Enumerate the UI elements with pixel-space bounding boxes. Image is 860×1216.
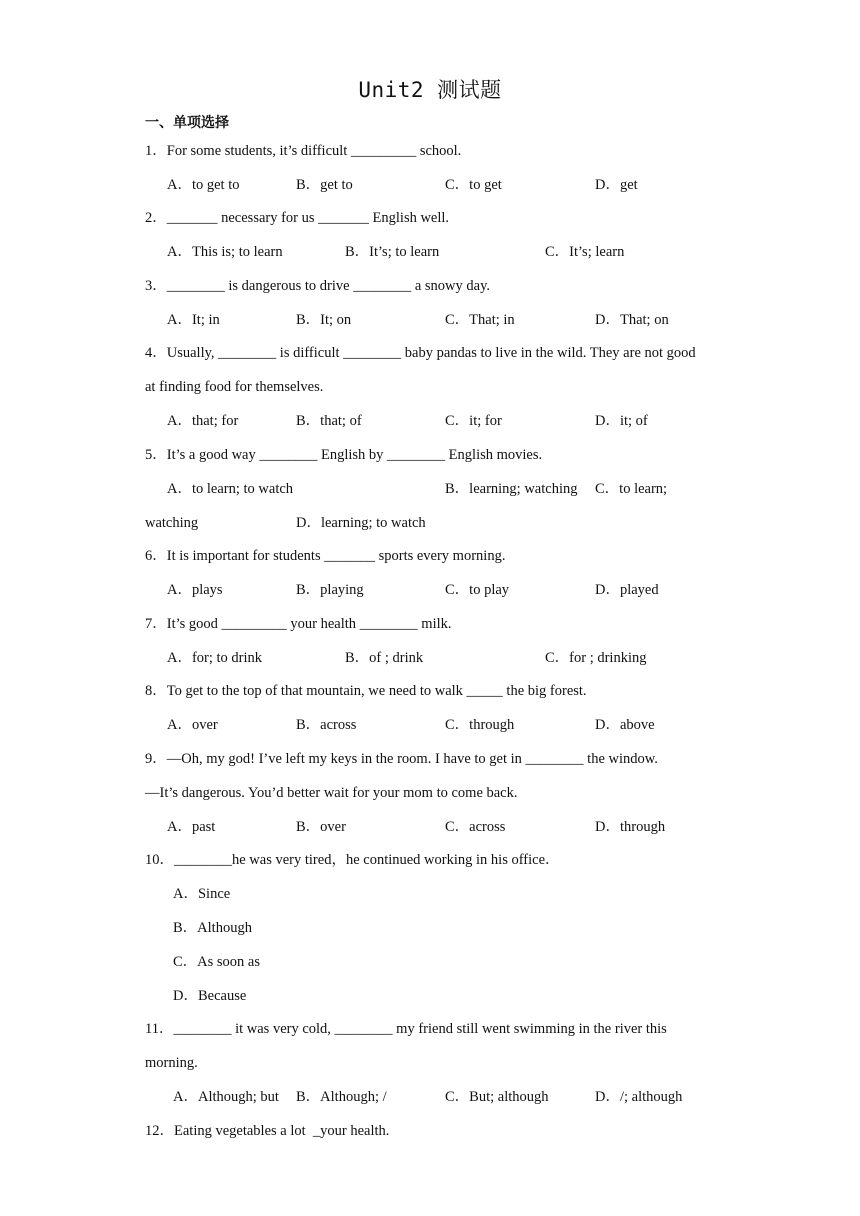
question-text: Usually, ________ is difficult ________ baby pandas to live in the wild. They are not good <box>166 345 696 361</box>
section-heading: 一、单项选择 <box>145 115 229 131</box>
option-a[interactable]: A．over <box>167 717 218 733</box>
question-number: 6． <box>145 548 167 564</box>
question-number: 1． <box>145 143 167 159</box>
option-b[interactable]: B．across <box>296 717 357 733</box>
question-number: 12． <box>145 1123 174 1139</box>
option-b[interactable]: B．Although; / <box>296 1089 387 1105</box>
question-text: It’s a good way ________ English by ________ English movies. <box>166 447 543 463</box>
question-text: To get to the top of that mountain, we need to walk _____ the big forest. <box>166 683 587 699</box>
question-8 <box>145 682 587 700</box>
option-d[interactable]: D．above <box>595 717 655 733</box>
option-a[interactable]: A．for; to drink <box>167 650 263 666</box>
option-a[interactable]: A．Since <box>173 886 231 902</box>
question-text: It’s good _________ your health ________ milk. <box>166 616 452 632</box>
option-c[interactable]: C．for ; drinking <box>545 650 647 666</box>
question-9 <box>145 750 658 768</box>
option-c[interactable]: C．It’s; learn <box>545 244 625 260</box>
option-c-continued[interactable]: watching <box>145 515 199 531</box>
option-c[interactable]: C．That; in <box>445 312 515 328</box>
option-a[interactable]: A．Although; but <box>173 1089 279 1105</box>
option-b[interactable]: B．It; on <box>296 312 352 328</box>
question-4-continued: at finding food for themselves. <box>145 379 324 395</box>
question-4 <box>145 344 696 362</box>
question-text: —Oh, my god! I’ve left my keys in the room. I have to get in ________ the window. <box>166 751 658 767</box>
option-b[interactable]: B．that; of <box>296 413 362 429</box>
question-3 <box>145 277 490 295</box>
question-5 <box>145 446 542 464</box>
option-c[interactable]: C．through <box>445 717 515 733</box>
option-c[interactable]: C．But; although <box>445 1089 549 1105</box>
option-c[interactable]: C．to play <box>445 582 510 598</box>
question-text: It is important for students _______ sports every morning. <box>166 548 506 564</box>
question-text: For some students, it’s difficult _________ school. <box>166 143 462 159</box>
question-number: 11． <box>145 1021 174 1037</box>
option-a[interactable]: A．that; for <box>167 413 239 429</box>
question-text: ________he was very tired，he continued working in his office． <box>174 852 560 868</box>
question-text: _______ necessary for us _______ English well. <box>166 210 450 226</box>
question-11 <box>145 1020 667 1038</box>
question-number: 10． <box>145 852 174 868</box>
option-c[interactable]: C．to learn; <box>595 481 668 497</box>
question-number: 5． <box>145 447 167 463</box>
option-a[interactable]: A．to get to <box>167 177 240 193</box>
option-a[interactable]: A．to learn; to watch <box>167 481 294 497</box>
question-6 <box>145 547 505 565</box>
question-9-reply: —It’s dangerous. You’d better wait for your mom to come back. <box>145 785 518 801</box>
question-10 <box>145 851 560 869</box>
question-2 <box>145 209 449 227</box>
option-d[interactable]: D．through <box>595 819 666 835</box>
page-title: Unit2 测试题 <box>358 78 502 102</box>
question-12 <box>145 1122 389 1140</box>
question-number: 2． <box>145 210 167 226</box>
option-d[interactable]: D．played <box>595 582 659 598</box>
option-a[interactable]: A．plays <box>167 582 223 598</box>
option-d[interactable]: D．it; of <box>595 413 648 429</box>
question-text: ________ is dangerous to drive ________ a snowy day. <box>166 278 491 294</box>
option-d[interactable]: D．Because <box>173 988 247 1004</box>
question-7 <box>145 615 452 633</box>
option-d[interactable]: D．learning; to watch <box>296 515 426 531</box>
question-number: 8． <box>145 683 167 699</box>
option-d[interactable]: D．get <box>595 177 638 193</box>
option-b[interactable]: B．Although <box>173 920 252 936</box>
question-1 <box>145 142 461 160</box>
option-a[interactable]: A．This is; to learn <box>167 244 283 260</box>
option-a[interactable]: A．It; in <box>167 312 220 328</box>
question-11-continued: morning. <box>145 1055 198 1071</box>
option-c[interactable]: C．it; for <box>445 413 502 429</box>
option-d[interactable]: D．/; although <box>595 1089 683 1105</box>
question-number: 9． <box>145 751 167 767</box>
option-c[interactable]: C．to get <box>445 177 502 193</box>
option-b[interactable]: B．of ; drink <box>345 650 424 666</box>
question-text: ________ it was very cold, ________ my friend still went swimming in the river this <box>173 1021 667 1037</box>
option-b[interactable]: B．It’s; to learn <box>345 244 440 260</box>
question-number: 4． <box>145 345 167 361</box>
option-b[interactable]: B．learning; watching <box>445 481 578 497</box>
option-d[interactable]: D．That; on <box>595 312 669 328</box>
option-c[interactable]: C．across <box>445 819 506 835</box>
option-b[interactable]: B．get to <box>296 177 353 193</box>
option-b[interactable]: B．playing <box>296 582 364 598</box>
question-number: 7． <box>145 616 167 632</box>
option-a[interactable]: A．past <box>167 819 216 835</box>
question-number: 3． <box>145 278 167 294</box>
option-b[interactable]: B．over <box>296 819 346 835</box>
option-c[interactable]: C．As soon as <box>173 954 261 970</box>
question-text: Eating vegetables a lot _your health. <box>174 1123 390 1139</box>
